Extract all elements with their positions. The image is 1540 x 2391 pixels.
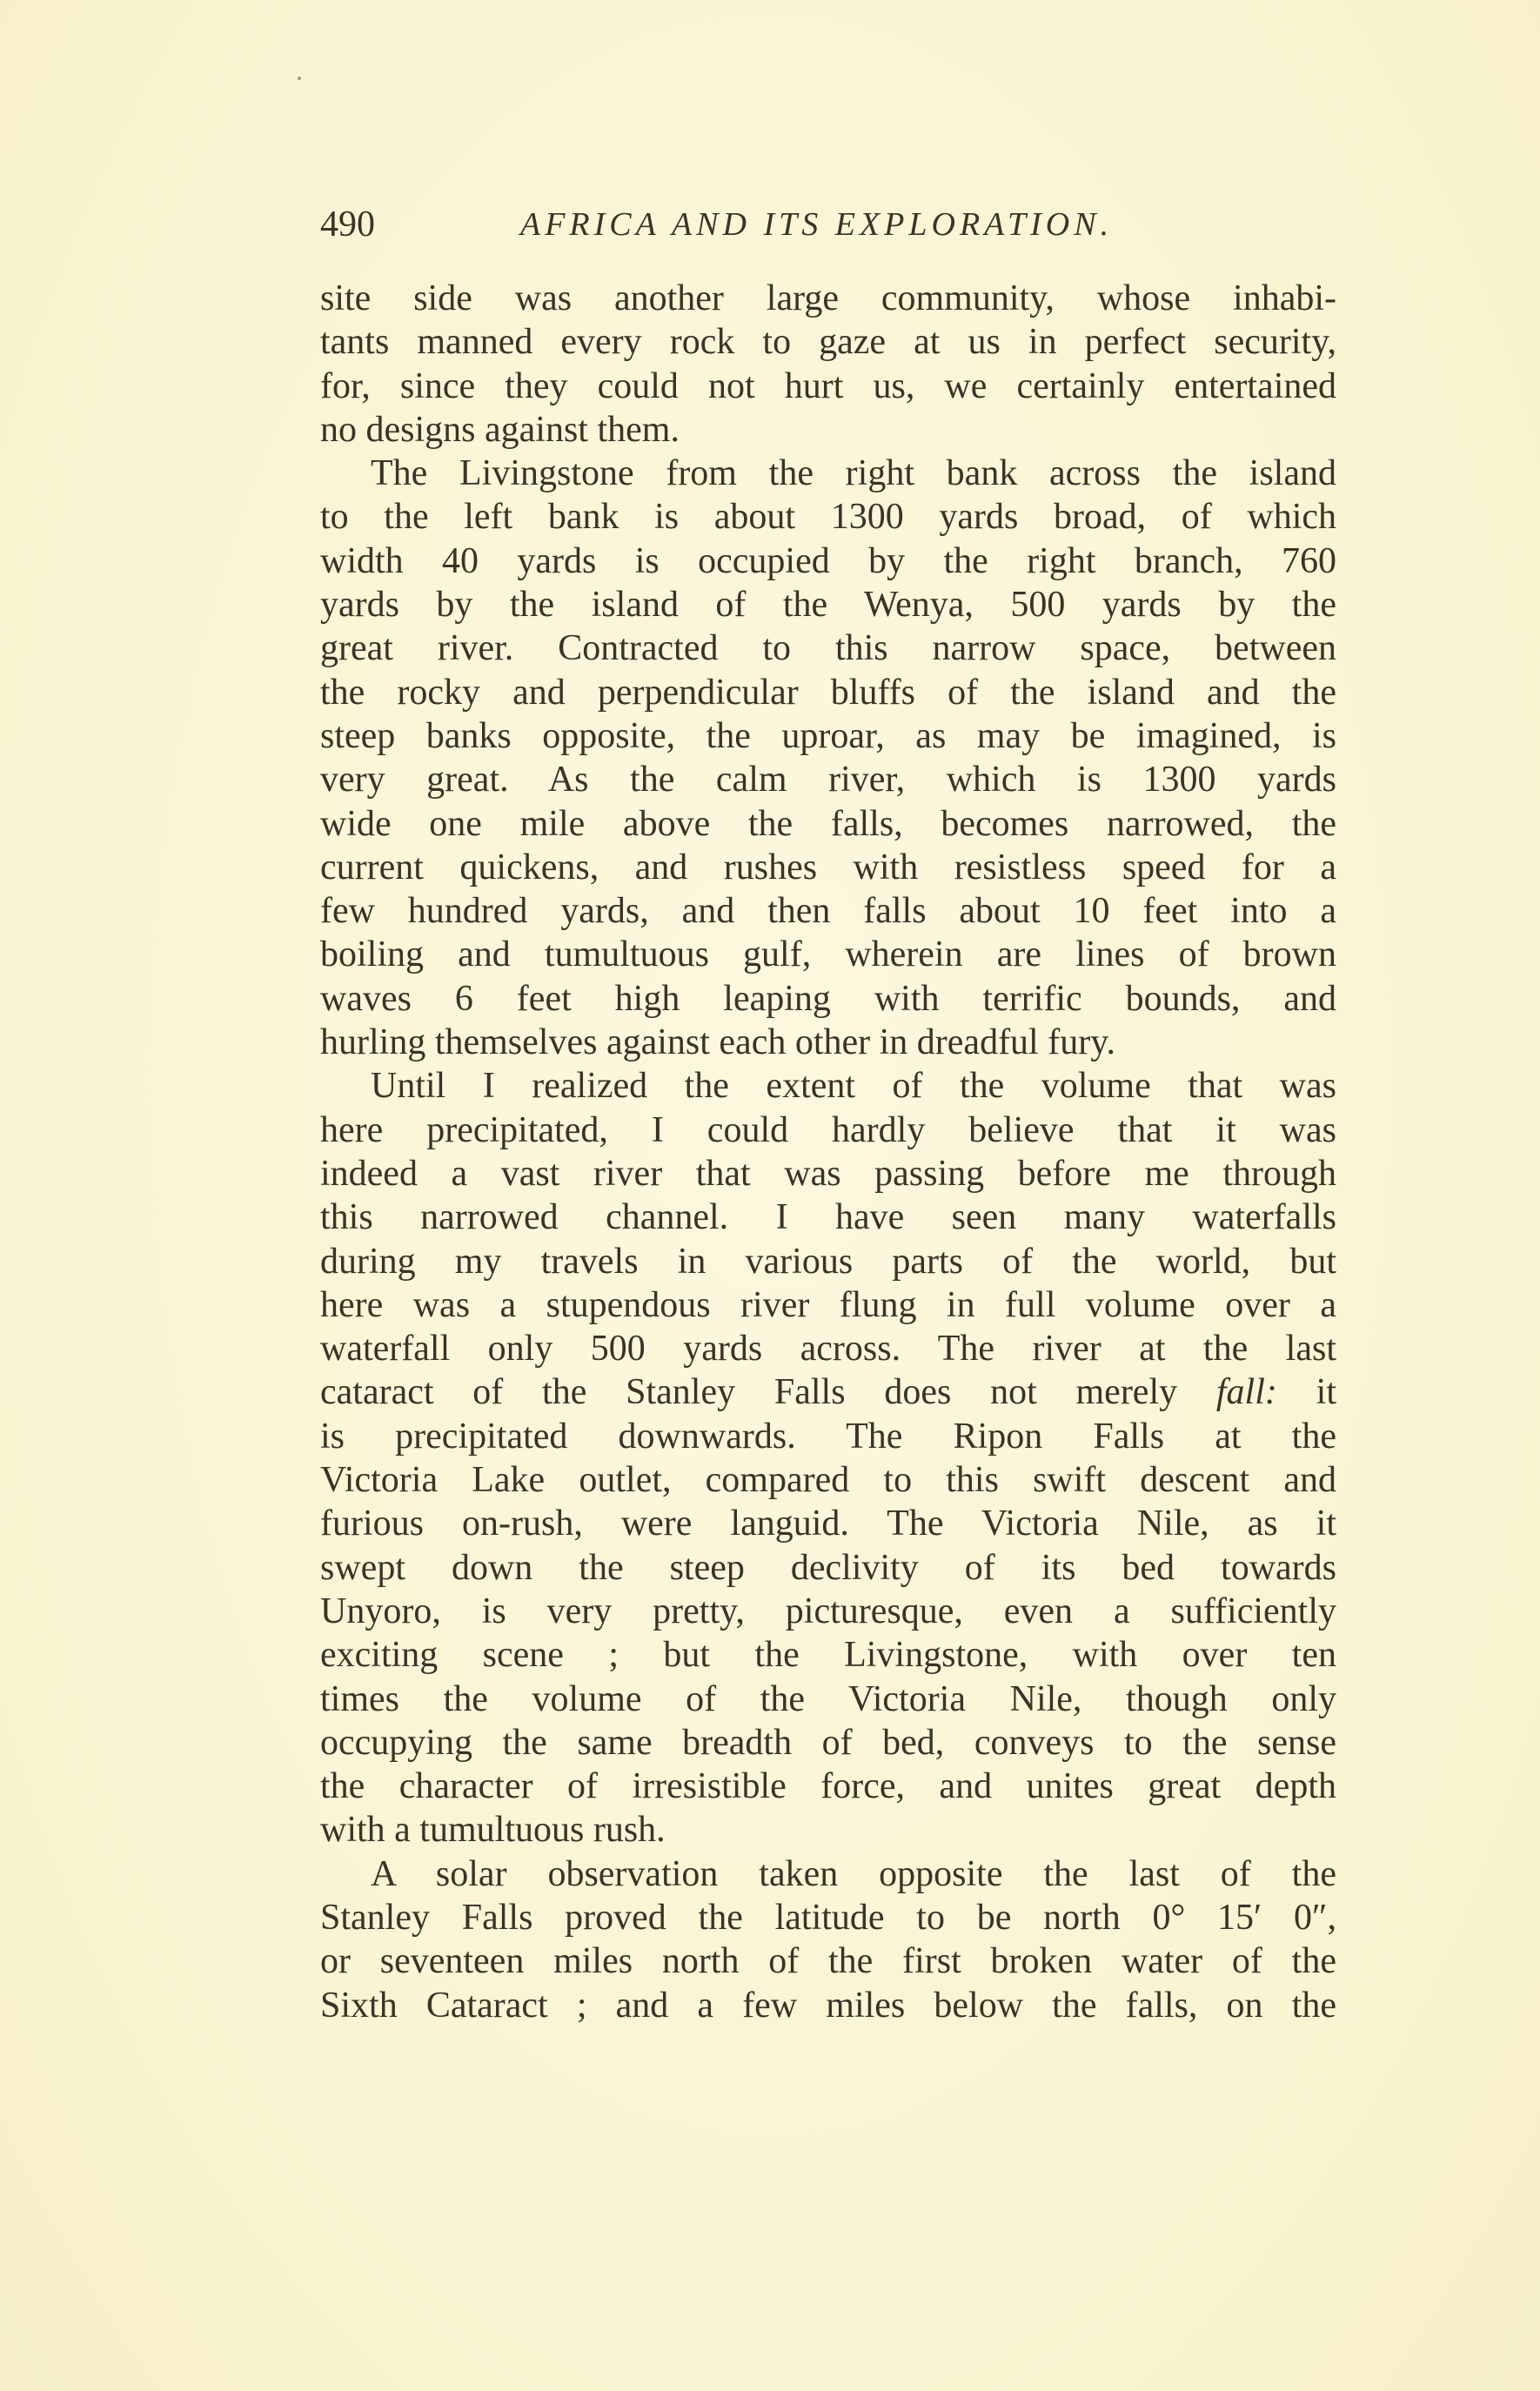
text-line: the rocky and perpendicular bluffs of the island and the (320, 672, 1336, 713)
running-title: AFRICA AND ITS EXPLORATION. (520, 206, 1114, 243)
text-line: yards by the island of the Wenya, 500 yards by the (320, 585, 1336, 626)
text-line: here was a stupendous river flung in full volume over a (320, 1284, 1336, 1325)
text-line: the character of irresistible force, and unites great depth (320, 1766, 1336, 1807)
page-number: 490 (320, 204, 375, 244)
text-line: current quickens, and rushes with resistless speed for a (320, 847, 1336, 887)
text-line: waterfall only 500 yards across. The river at the last (320, 1329, 1336, 1370)
text-line: occupying the same breadth of bed, conveys to the sense (320, 1722, 1336, 1763)
text-line: Victoria Lake outlet, compared to this swift descent and (320, 1460, 1336, 1501)
text-line: great river. Contracted to this narrow space, between (320, 628, 1336, 669)
text-line: steep banks opposite, the uproar, as may be imagined, is (320, 715, 1336, 756)
text-line: this narrowed channel. I have seen many waterfalls (320, 1197, 1336, 1238)
text-line: Sixth Cataract ; and a few miles below the falls, on the (320, 1985, 1336, 2026)
text-line: tants manned every rock to gaze at us in perfect security, (320, 322, 1336, 363)
text-line: hurling themselves against each other in dreadful fury. (320, 1022, 1115, 1063)
text-line: very great. As the calm river, which is 1300 yards (320, 760, 1336, 800)
text-line: swept down the steep declivity of its bed towards (320, 1547, 1336, 1588)
text-line: Unyoro, is very pretty, picturesque, even a sufficiently (320, 1591, 1336, 1631)
text-line: to the left bank is about 1300 yards broad, of which (320, 497, 1336, 538)
text-line: few hundred yards, and then falls about 10 feet into a (320, 891, 1336, 932)
text-line: no designs against them. (320, 409, 680, 450)
text-line: cataract of the Stanley Falls does not merely fall: it (320, 1372, 1336, 1413)
text-line: times the volume of the Victoria Nile, though only (320, 1678, 1336, 1719)
text-line: waves 6 feet high leaping with terrific bounds, and (320, 978, 1336, 1019)
text-line: exciting scene ; but the Livingstone, with over ten (320, 1635, 1336, 1676)
text-line: with a tumultuous rush. (320, 1810, 666, 1851)
text-line: or seventeen miles north of the first broken water of the (320, 1941, 1336, 1982)
speck-mark (298, 77, 301, 80)
text-line: width 40 yards is occupied by the right branch, 760 (320, 540, 1336, 581)
text-line: indeed a vast river that was passing before me through (320, 1153, 1336, 1194)
emphasis: fall: (1215, 1372, 1277, 1413)
text-line: Stanley Falls proved the latitude to be north 0° 15′ 0″, (320, 1897, 1336, 1938)
text-line: during my travels in various parts of the world, but (320, 1241, 1336, 1282)
text-line: site side was another large community, whose inhabi- (320, 278, 1336, 318)
text-line: is precipitated downwards. The Ripon Falls at the (320, 1416, 1336, 1457)
text-line: Until I realized the extent of the volume that was (371, 1066, 1336, 1107)
body-text (320, 277, 1336, 2027)
page-header (320, 198, 1336, 251)
text-line: wide one mile above the falls, becomes narrowed, the (320, 803, 1336, 844)
text-line: boiling and tumultuous gulf, wherein are lines of brown (320, 934, 1336, 975)
text-line: The Livingstone from the right bank across the island (371, 453, 1336, 494)
text-line: for, since they could not hurt us, we certainly entertained (320, 365, 1336, 406)
text-line: furious on-rush, were languid. The Victoria Nile, as it (320, 1504, 1336, 1544)
text-line: here precipitated, I could hardly believe that it was (320, 1109, 1336, 1150)
text-line: A solar observation taken opposite the last of the (371, 1853, 1336, 1894)
